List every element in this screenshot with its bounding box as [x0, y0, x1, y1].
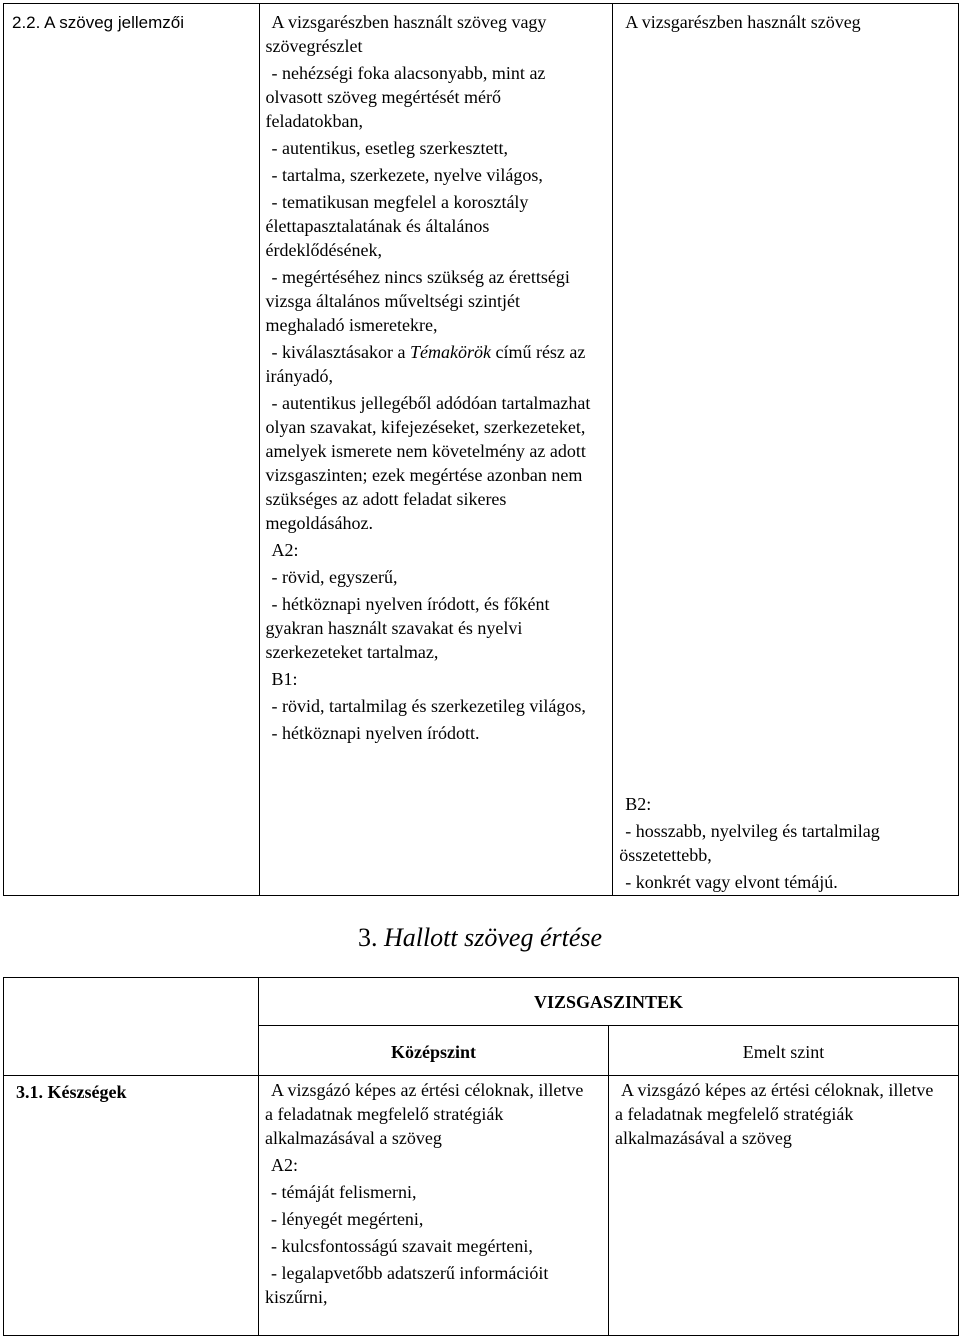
list-item-text: című rész az irányadó,	[265, 342, 586, 386]
section-2-2-table	[3, 3, 959, 896]
list-item: - kulcsfontosságú szavait megérteni,	[271, 1236, 533, 1256]
list-item: - lényegét megérteni,	[271, 1209, 424, 1229]
list-item: - témáját felismerni,	[271, 1182, 417, 1202]
level-label-a2: A2:	[271, 540, 299, 560]
section-2-2-label: 2.2. A szöveg jellemzői	[12, 13, 184, 32]
list-item: - megértéséhez nincs szükség az érettségi vizsga általános műveltségi szintjét meghaladó ismeretekre,	[265, 267, 570, 335]
list-item: - hosszabb, nyelvileg és tartalmilag összetettebb,	[619, 821, 880, 865]
section-3-table	[3, 977, 959, 1336]
list-item: - rövid, egyszerű,	[271, 567, 398, 587]
kozepszint-header: Középszint	[259, 1026, 609, 1076]
temakorok-link-text: Témakörök	[409, 342, 491, 362]
row-3-1-mid-cell	[259, 1076, 609, 1336]
intro-text: A vizsgarészben használt szöveg vagy szövegrészlet	[265, 12, 547, 56]
list-item: - nehézségi foka alacsonyabb, mint az olvasott szöveg megértését mérő feladatokban,	[265, 63, 546, 131]
list-item: - tartalma, szerkezete, nyelve világos,	[271, 165, 543, 185]
section-2-2-label-cell	[4, 4, 260, 896]
heading-title: Hallott szöveg értése	[383, 923, 603, 952]
intro-text: A vizsgázó képes az értési céloknak, illetve a feladatnak megfelelő stratégiák alkalmazásával a szöveg	[265, 1080, 584, 1148]
list-item: - legalapvetőbb adatszerű információit kiszűrni,	[265, 1263, 549, 1307]
right-intro-text: A vizsgarészben használt szöveg	[625, 12, 861, 32]
vizsgaszintek-header: VIZSGASZINTEK	[259, 978, 959, 1026]
level-label-b1: B1:	[271, 669, 298, 689]
row-3-1-label-cell	[4, 1076, 259, 1336]
header-empty-cell	[4, 978, 259, 1076]
list-item: - konkrét vagy elvont témájú.	[625, 872, 838, 892]
row-3-1-label: 3.1. Készségek	[16, 1082, 127, 1102]
list-item-temakorok	[260, 340, 613, 388]
list-item: - autentikus jellegéből adódóan tartalmazhat olyan szavakat, kifejezéseket, szerkezeteket, amelyek ismerete nem követelmény az adott vizsgaszinten; ezek megértése azonban nem szükséges az adott feladat sikeres megoldásához.	[265, 393, 591, 533]
list-item-text: - kiválasztásakor a	[271, 342, 410, 362]
list-item: - rövid, tartalmilag és szerkezetileg világos,	[271, 696, 586, 716]
section-3-heading	[0, 920, 960, 956]
row-3-1-right-cell	[609, 1076, 959, 1336]
list-item: - tematikusan megfelel a korosztály élettapasztalatának és általános érdeklődésének,	[265, 192, 529, 260]
emelt-szint-header: Emelt szint	[609, 1026, 959, 1076]
list-item: - hétköznapi nyelven íródott.	[271, 723, 480, 743]
list-item: - autentikus, esetleg szerkesztett,	[271, 138, 508, 158]
level-label-b2: B2:	[625, 794, 652, 814]
section-2-2-right-cell	[613, 4, 959, 896]
level-label-a2: A2:	[271, 1155, 298, 1175]
right-intro-text: A vizsgázó képes az értési céloknak, illetve a feladatnak megfelelő stratégiák alkalmazásával a szöveg	[615, 1080, 934, 1148]
section-2-2-mid-cell	[259, 4, 613, 896]
heading-number: 3.	[357, 923, 378, 952]
list-item: - hétköznapi nyelven íródott, és főként gyakran használt szavakat és nyelvi szerkezeteket tartalmaz,	[265, 594, 550, 662]
